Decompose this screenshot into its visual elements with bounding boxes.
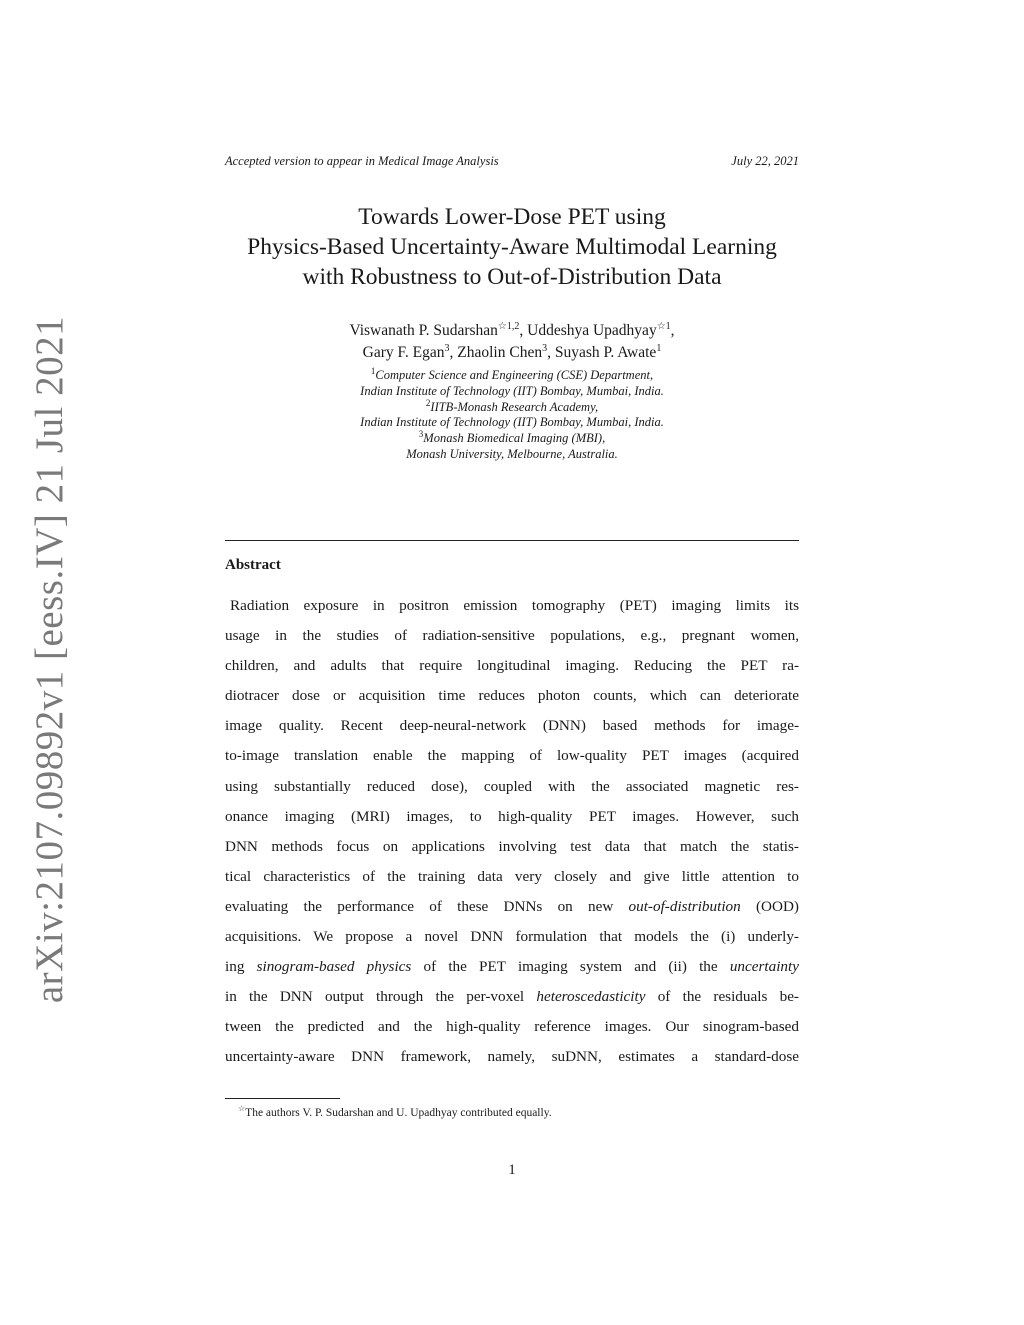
abstract-line: onance imaging (MRI) images, to high-quality PET images. However, such [225, 807, 799, 825]
abstract-line [225, 952, 799, 982]
text-run: evaluating the performance of these DNNs on new [225, 897, 629, 915]
abstract-heading: Abstract [225, 557, 281, 573]
footnote-text: The authors V. P. Sudarshan and U. Upadhyay contributed equally. [245, 1106, 552, 1119]
author-separator: , [547, 344, 555, 361]
abstract-line: usage in the studies of radiation-sensitive populations, e.g., pregnant women, [225, 627, 799, 645]
abstract-line: diotracer dose or acquisition time reduces photon counts, which can deteriorate [225, 687, 799, 705]
abstract-top-rule [225, 540, 799, 541]
title-line-3: with Robustness to Out-of-Distribution Data [302, 264, 722, 290]
abstract-line: uncertainty-aware DNN framework, namely, suDNN, estimates a standard-dose [225, 1048, 799, 1066]
text-run: (OOD) [740, 897, 799, 915]
affiliation-3-line-1 [200, 431, 824, 447]
title-line-2: Physics-Based Uncertainty-Aware Multimodal Learning [247, 234, 777, 260]
author-mark: 1 [656, 342, 662, 354]
header-date: July 22, 2021 [731, 154, 799, 168]
journal-note: Accepted version to appear in Medical Image Analysis [225, 154, 499, 168]
abstract-line: DNN methods focus on applications involving test data that match the statis- [225, 837, 799, 855]
author-mark: ☆1 [656, 320, 671, 332]
author-name: Zhaolin Chen [457, 344, 543, 361]
affiliation-text: Computer Science and Engineering (CSE) Department, [375, 368, 654, 382]
affiliation-mark: 2 [425, 397, 431, 408]
author-line-2 [200, 342, 824, 364]
affiliation-1-line-2: Indian Institute of Technology (IIT) Bombay, Mumbai, India. [360, 383, 664, 398]
abstract-line: tween the predicted and the high-quality reference images. Our sinogram-based [225, 1018, 799, 1036]
affiliation-mark: 3 [418, 429, 424, 440]
author-mark: 3 [542, 342, 548, 354]
emphasis-run: uncertainty [729, 958, 799, 976]
text-run: of the residuals be- [645, 988, 799, 1006]
emphasis-run: heteroscedasticity [536, 988, 646, 1006]
text-run: in the DNN output through the per-voxel [225, 988, 537, 1006]
emphasis-run: sinogram-based physics [256, 958, 412, 976]
abstract-line [225, 982, 799, 1012]
author-name: Viswanath P. Sudarshan [349, 322, 498, 339]
footnote-mark: ☆ [238, 1104, 246, 1113]
emphasis-run: out-of-distribution [628, 897, 741, 915]
abstract-line: children, and adults that require longitudinal imaging. Reducing the PET ra- [225, 657, 799, 675]
abstract-line: tical characteristics of the training data very closely and give little attention to [225, 867, 799, 885]
footnote-rule [225, 1098, 340, 1099]
arxiv-identifier-stamp [10, 315, 90, 1003]
abstract-line: Radiation exposure in positron emission tomography (PET) imaging limits its [230, 597, 799, 614]
affiliation-1-line-1 [200, 365, 824, 384]
abstract-line: to-image translation enable the mapping of low-quality PET images (acquired [225, 747, 799, 765]
affiliation-2-line-2: Indian Institute of Technology (IIT) Bombay, Mumbai, India. [360, 415, 664, 430]
abstract-body [225, 591, 799, 1073]
footnote [238, 1104, 552, 1119]
text-run: ing [225, 958, 257, 976]
arxiv-identifier-text: arXiv:2107.09892v1 [eess.IV] 21 Jul 2021 [28, 315, 72, 1003]
abstract-line: image quality. Recent deep-neural-network (DNN) based methods for image- [225, 717, 799, 735]
paper-title [200, 202, 824, 292]
author-name: Uddeshya Upadhyay [527, 322, 657, 339]
author-name: Gary F. Egan [362, 344, 445, 361]
title-line-1: Towards Lower-Dose PET using [358, 204, 666, 230]
author-line-1 [200, 320, 824, 342]
abstract-line: acquisitions. We propose a novel DNN formulation that models the (i) underly- [225, 928, 799, 946]
affiliation-list [200, 365, 824, 463]
affiliation-text: IITB-Monash Research Academy, [430, 399, 599, 414]
author-separator: , [519, 322, 528, 339]
author-mark: ☆1,2 [497, 320, 520, 332]
abstract-line [225, 892, 799, 922]
running-header [225, 154, 799, 169]
affiliation-text: Monash Biomedical Imaging (MBI), [423, 431, 606, 446]
author-mark: 3 [444, 342, 450, 354]
author-list [200, 320, 824, 364]
abstract-line: using substantially reduced dose), coupled with the associated magnetic res- [225, 777, 799, 795]
affiliation-2-line-1 [200, 397, 824, 416]
author-name: Suyash P. Awate [554, 344, 657, 361]
author-separator: , [670, 322, 675, 339]
affiliation-3-line-2: Monash University, Melbourne, Australia. [406, 446, 618, 461]
page-number: 1 [508, 1162, 516, 1178]
author-separator: , [449, 344, 458, 361]
affiliation-mark: 1 [370, 365, 376, 376]
text-run: of the PET imaging system and (ii) the [411, 958, 730, 976]
